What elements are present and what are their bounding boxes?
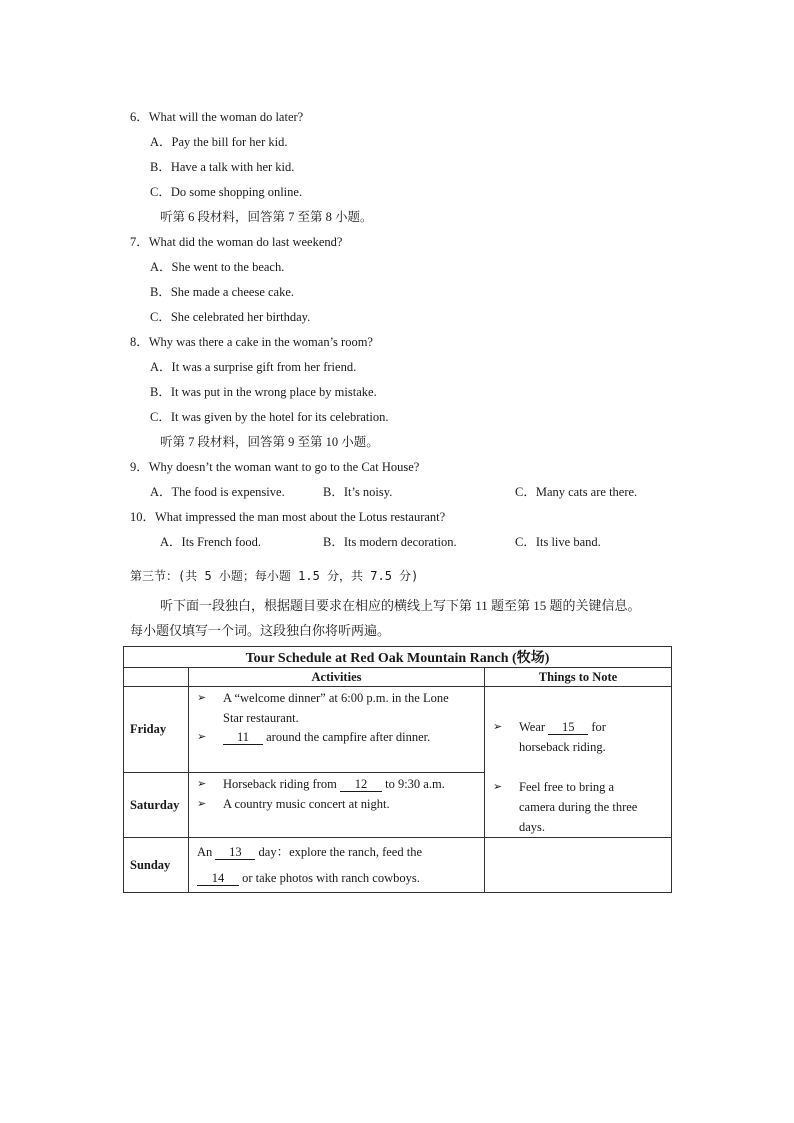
question-8-stem: 8．Why was there a cake in the woman’s room? <box>130 335 373 349</box>
blank-13[interactable]: 13 <box>215 846 255 860</box>
section-3-intro-line-2: 每小题仅填写一个词。这段独白你将听两遍。 <box>130 623 391 638</box>
friday-item-2 <box>197 728 476 748</box>
saturday-item-2-text: A country music concert at night. <box>223 796 390 811</box>
note-2-line-1: Feel free to bring a <box>519 780 615 794</box>
header-day-empty <box>124 668 189 687</box>
bullet-arrow-icon: ➢ <box>197 778 207 791</box>
blank-12[interactable]: 12 <box>340 778 382 792</box>
saturday-item-1-pre: Horseback riding from <box>223 777 340 792</box>
question-6-option-c: C．Do some shopping online. <box>150 185 303 199</box>
sunday-line-1-post: day：explore the ranch, feed the <box>255 845 422 859</box>
sunday-line-1-pre: An <box>197 845 216 859</box>
note-2-line-3: days. <box>519 820 546 834</box>
bullet-arrow-icon: ➢ <box>197 692 207 704</box>
section-3-intro-line-1: 听下面一段独白，根据题目要求在相应的横线上写下第 11 题至第 15 题的关键信息。 <box>160 598 641 613</box>
question-9-option-b: B．It’s noisy. <box>323 485 393 499</box>
note-1-line-2: horseback riding. <box>519 740 606 754</box>
blank-11[interactable]: 11 <box>223 731 263 745</box>
saturday-item-1 <box>197 775 476 795</box>
blank-14[interactable]: 14 <box>197 872 239 886</box>
bullet-arrow-icon: ➢ <box>197 797 207 810</box>
question-7-option-c: C．She celebrated her birthday. <box>150 310 311 324</box>
note-2 <box>493 777 663 837</box>
question-9-stem: 9．Why doesn’t the woman want to go to the Cat House? <box>130 460 420 474</box>
friday-item-1-line-2: Star restaurant. <box>223 710 299 725</box>
day-saturday: Saturday <box>124 773 189 838</box>
notes-cell-sunday <box>485 838 672 893</box>
header-things-to-note: Things to Note <box>485 668 672 687</box>
saturday-activities <box>189 773 485 838</box>
instruction-q7-8: 听第 6 段材料，回答第 7 至第 8 小题。 <box>160 210 373 224</box>
question-7-option-a: A．She went to the beach. <box>150 260 285 274</box>
question-10-option-a: A．Its French food. <box>160 535 262 549</box>
instruction-q9-10: 听第 7 段材料，回答第 9 至第 10 小题。 <box>160 435 379 449</box>
question-10-option-c: C．Its live band. <box>515 535 601 549</box>
question-7-option-b: B．She made a cheese cake. <box>150 285 295 299</box>
question-10-option-b: B．Its modern decoration. <box>323 535 457 549</box>
day-friday: Friday <box>124 687 189 773</box>
question-6-option-b: B．Have a talk with her kid. <box>150 160 295 174</box>
header-activities: Activities <box>189 668 485 687</box>
friday-item-2-text: around the campfire after dinner. <box>263 730 431 744</box>
note-2-line-2: camera during the three <box>519 800 638 814</box>
friday-item-1-line-1: A “welcome dinner” at 6:00 p.m. in the Lone <box>223 691 449 705</box>
bullet-arrow-icon: ➢ <box>493 721 503 733</box>
question-9-option-c: C．Many cats are there. <box>515 485 638 499</box>
saturday-item-2 <box>197 795 476 815</box>
note-1-pre: Wear <box>519 720 549 734</box>
question-6-option-a: A．Pay the bill for her kid. <box>150 135 288 149</box>
day-sunday: Sunday <box>124 838 189 893</box>
note-1 <box>493 717 663 757</box>
friday-activities <box>189 687 485 773</box>
question-8-option-c: C．It was given by the hotel for its celebration. <box>150 410 389 424</box>
question-8-option-a: A．It was a surprise gift from her friend. <box>150 360 357 374</box>
question-7-stem: 7．What did the woman do last weekend? <box>130 235 343 249</box>
sunday-line-2-post: or take photos with ranch cowboys. <box>239 871 420 885</box>
question-8-option-b: B．It was put in the wrong place by mistake. <box>150 385 377 399</box>
sunday-line-2 <box>197 862 476 888</box>
sunday-activities <box>189 838 485 893</box>
bullet-arrow-icon: ➢ <box>493 781 503 793</box>
bullet-arrow-icon: ➢ <box>197 731 207 743</box>
question-9-option-a: A．The food is expensive. <box>150 485 285 499</box>
table-title: Tour Schedule at Red Oak Mountain Ranch (牧场) <box>124 647 672 668</box>
note-1-post: for <box>588 720 606 734</box>
notes-cell <box>485 687 672 838</box>
blank-15[interactable]: 15 <box>548 721 588 735</box>
section-3-heading: 第三节：(共 5 小题；每小题 1.5 分，共 7.5 分) <box>130 569 419 583</box>
saturday-item-1-post: to 9:30 a.m. <box>381 777 445 792</box>
friday-item-1 <box>197 689 476 728</box>
tour-schedule-table <box>123 646 672 893</box>
question-10-stem: 10．What impressed the man most about the Lotus restaurant? <box>130 510 446 524</box>
sunday-line-1 <box>197 840 476 862</box>
question-6-stem: 6．What will the woman do later? <box>130 110 304 124</box>
